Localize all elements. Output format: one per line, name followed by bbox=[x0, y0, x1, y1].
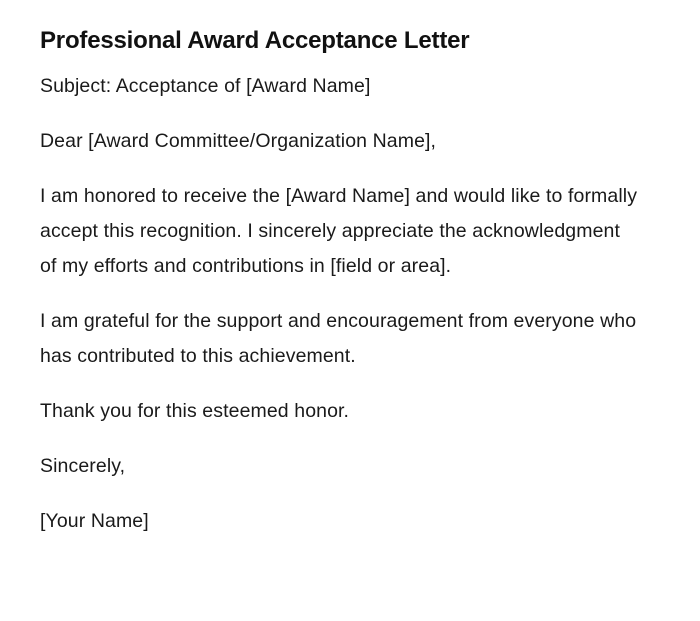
letter-paragraph-thanks: Thank you for this esteemed honor. bbox=[40, 400, 350, 422]
letter-title: Professional Award Acceptance Letter bbox=[40, 27, 470, 54]
letter-paragraph-acceptance: I am honored to receive the [Award Name] and would like to formally accept this recognition. I sincerely appreciate the acknowledgment of my efforts and contributions in [field or area]. bbox=[40, 185, 638, 277]
letter-subject: Subject: Acceptance of [Award Name] bbox=[40, 75, 371, 97]
letter-signature: [Your Name] bbox=[40, 510, 149, 532]
letter-document bbox=[40, 24, 640, 559]
letter-paragraph-gratitude: I am grateful for the support and encouragement from everyone who has contributed to this achievement. bbox=[40, 310, 637, 367]
letter-closing: Sincerely, bbox=[40, 455, 126, 477]
letter-salutation: Dear [Award Committee/Organization Name], bbox=[40, 130, 437, 152]
